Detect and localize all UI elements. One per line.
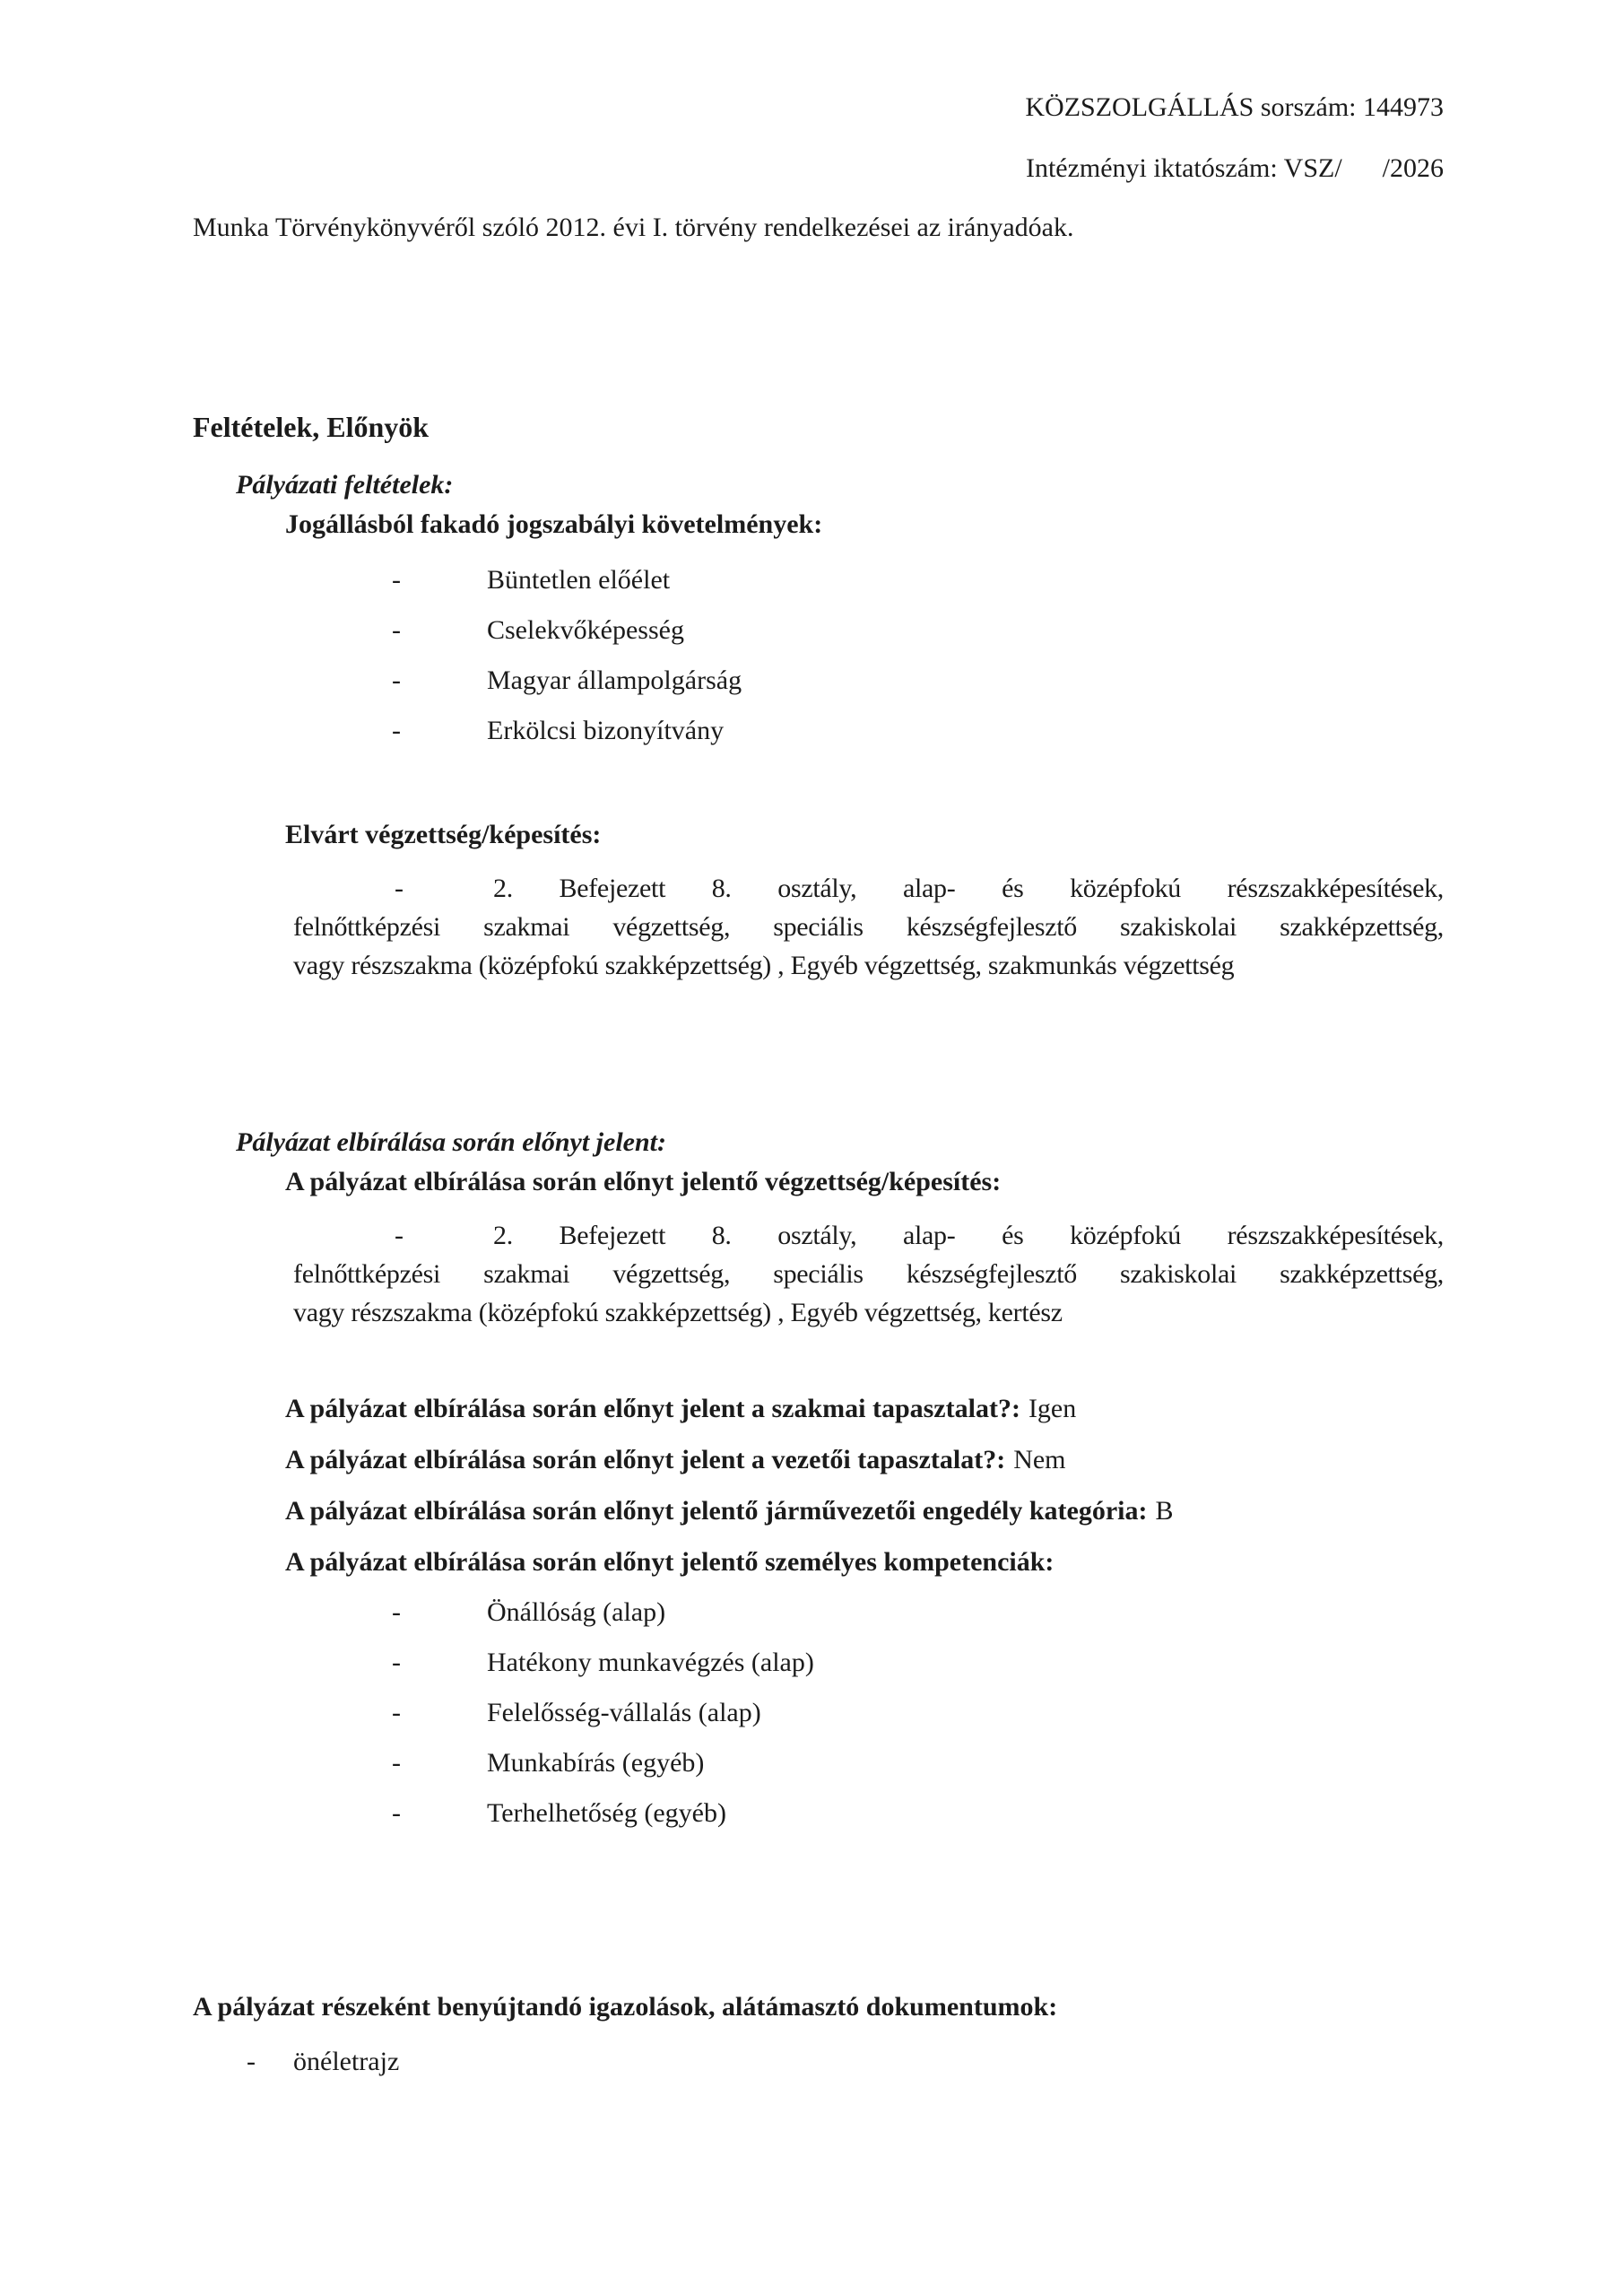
- qa-line-leadership-experience: [285, 1441, 1174, 1478]
- dash-marker: -: [247, 2047, 256, 2076]
- dash-marker: -: [392, 665, 401, 695]
- list-item-label: Terhelhetőség (egyéb): [487, 1798, 726, 1828]
- list-item: [193, 1796, 1448, 1831]
- legal-requirements-list: [193, 562, 1448, 763]
- dash-marker: -: [392, 1648, 401, 1677]
- paragraph-text: 2. Befejezett 8. osztály, alap- és középfokú részszakképesítések,: [493, 1221, 1444, 1250]
- dash-marker: -: [392, 1798, 401, 1828]
- heading-required-qualification: Elvárt végzettség/képesítés:: [285, 820, 602, 849]
- heading-personal-competencies: [285, 1544, 1174, 1580]
- required-qualification-paragraph: [293, 869, 1444, 985]
- qa-answer: Igen: [1028, 1394, 1077, 1423]
- dash-marker: -: [392, 615, 401, 645]
- list-item: [193, 562, 1448, 598]
- paragraph-line: felnőttképzési szakmai végzettség, speciális készségfejlesztő szakiskolai szakképzettség,: [293, 1259, 1444, 1289]
- qa-label: A pályázat elbírálása során előnyt jelent a vezetői tapasztalat?:: [285, 1445, 1006, 1474]
- paragraph-line: felnőttképzési szakmai végzettség, speciális készségfejlesztő szakiskolai szakképzettség,: [293, 912, 1444, 942]
- intro-paragraph: Munka Törvénykönyvéről szóló 2012. évi I. törvény rendelkezései az irányadóak.: [193, 213, 1074, 242]
- section-title-conditions: Feltételek, Előnyök: [193, 411, 430, 443]
- qa-label: A pályázat elbírálása során előnyt jelent a szakmai tapasztalat?:: [285, 1394, 1020, 1423]
- list-item: [193, 713, 1448, 749]
- list-item-label: Magyar állampolgárság: [487, 665, 742, 695]
- list-item-label: Hatékony munkavégzés (alap): [487, 1648, 814, 1677]
- header-serial-number: KÖZSZOLGÁLLÁS sorszám: 144973: [1025, 92, 1444, 122]
- list-item-label: önéletrajz: [293, 2047, 400, 2076]
- advantage-questions-block: [285, 1390, 1174, 1595]
- dash-marker: -: [392, 716, 401, 745]
- paragraph-line: vagy részszakma (középfokú szakképzettség) , Egyéb végzettség, kertész: [293, 1298, 1063, 1327]
- dash-marker: -: [392, 1698, 401, 1727]
- qa-answer: B: [1155, 1496, 1174, 1526]
- dash-marker: -: [392, 565, 401, 595]
- list-item-label: Erkölcsi bizonyítvány: [487, 716, 725, 745]
- list-item: [193, 1695, 1448, 1731]
- documents-list: [193, 2044, 1448, 2092]
- dash-marker: -: [392, 1748, 401, 1778]
- qa-label: A pályázat elbírálása során előnyt jelentő személyes kompetenciák:: [285, 1547, 1055, 1577]
- paragraph-line: vagy részszakma (középfokú szakképzettség) , Egyéb végzettség, szakmunkás végzettség: [293, 951, 1235, 980]
- list-item: [193, 663, 1448, 699]
- qa-answer: Nem: [1013, 1445, 1066, 1474]
- competencies-list: [193, 1595, 1448, 1846]
- dash-marker: -: [395, 1221, 404, 1250]
- list-item-label: Felelősség-vállalás (alap): [487, 1698, 761, 1727]
- list-item-label: Büntetlen előélet: [487, 565, 671, 595]
- list-item: [193, 2044, 1448, 2080]
- list-item: [193, 613, 1448, 648]
- paragraph-line: [293, 869, 1444, 908]
- dash-marker: -: [392, 1597, 401, 1627]
- heading-legal-requirements: Jogállásból fakadó jogszabályi követelmények:: [285, 509, 823, 539]
- list-item: [193, 1645, 1448, 1681]
- list-item: [193, 1745, 1448, 1781]
- list-item: [193, 1595, 1448, 1631]
- heading-required-documents: A pályázat részeként benyújtandó igazolások, alátámasztó dokumentumok:: [193, 1992, 1058, 2022]
- header-registry-number: Intézményi iktatószám: VSZ/ /2026: [1025, 153, 1444, 183]
- subsection-title-application-conditions: Pályázati feltételek:: [236, 470, 454, 500]
- list-item-label: Önállóság (alap): [487, 1597, 666, 1627]
- qa-label: A pályázat elbírálása során előnyt jelentő járművezetői engedély kategória:: [285, 1496, 1148, 1526]
- dash-marker: -: [395, 874, 404, 903]
- list-item-label: Cselekvőképesség: [487, 615, 684, 645]
- qa-line-professional-experience: [285, 1390, 1174, 1427]
- qa-line-driving-license: [285, 1492, 1174, 1529]
- paragraph-line: [293, 1216, 1444, 1255]
- advantage-qualification-paragraph: [293, 1216, 1444, 1332]
- list-item-label: Munkabírás (egyéb): [487, 1748, 705, 1778]
- paragraph-text: 2. Befejezett 8. osztály, alap- és középfokú részszakképesítések,: [493, 874, 1444, 903]
- heading-advantage-qualification: A pályázat elbírálása során előnyt jelentő végzettség/képesítés:: [285, 1167, 1002, 1196]
- subsection-title-advantages: Pályázat elbírálása során előnyt jelent:: [236, 1127, 666, 1157]
